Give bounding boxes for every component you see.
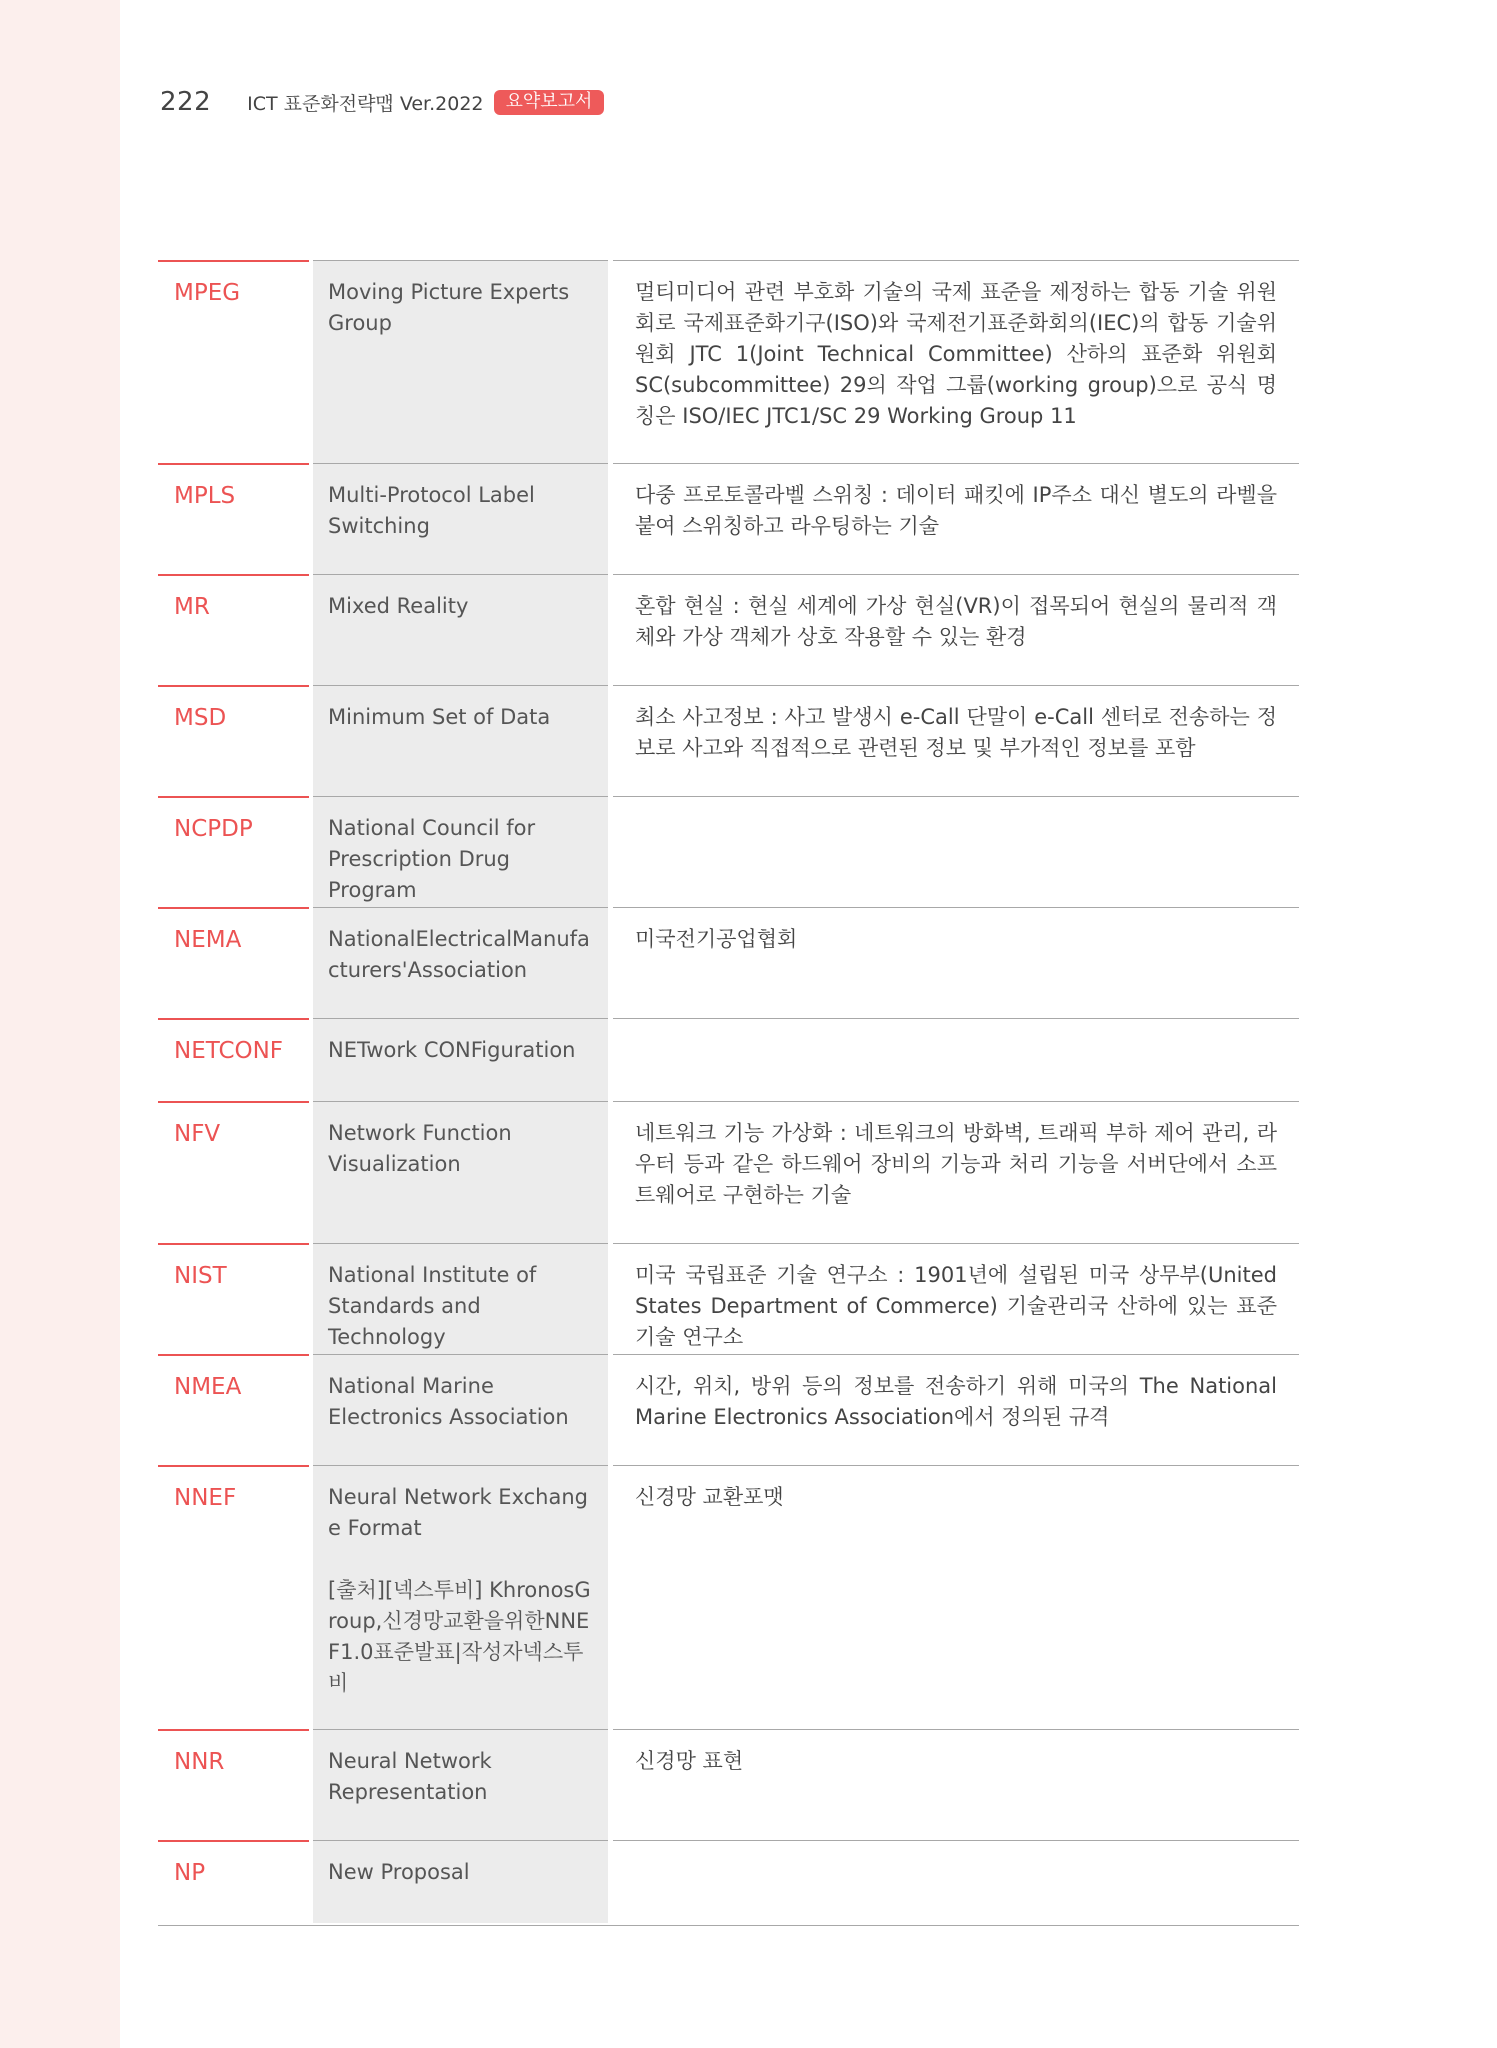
row-abbreviation: MPEG	[158, 260, 309, 463]
row-abbreviation: NCPDP	[158, 796, 309, 907]
row-description: 혼합 현실 : 현실 세계에 가상 현실(VR)이 접목되어 현실의 물리적 객체와 가상 객체가 상호 작용할 수 있는 환경	[613, 574, 1299, 685]
row-full-name: National Council for Prescription Drug Program	[313, 796, 608, 907]
row-full-name: National Institute of Standards and Technology	[313, 1243, 608, 1354]
row-description: 미국전기공업협회	[613, 907, 1299, 1018]
row-abbreviation: MPLS	[158, 463, 309, 574]
row-description: 시간, 위치, 방위 등의 정보를 전송하기 위해 미국의 The National Marine Electronics Association에서 정의된 규격	[613, 1354, 1299, 1465]
glossary-row	[158, 685, 1299, 796]
row-description: 최소 사고정보 : 사고 발생시 e-Call 단말이 e-Call 센터로 전송하는 정보로 사고와 직접적으로 관련된 정보 및 부가적인 정보를 포함	[613, 685, 1299, 796]
row-full-name: New Proposal	[313, 1840, 608, 1923]
glossary-row	[158, 260, 1299, 463]
row-description: 멀티미디어 관련 부호화 기술의 국제 표준을 제정하는 합동 기술 위원회로 국제표준화기구(ISO)와 국제전기표준화회의(IEC)의 합동 기술위원회 JTC 1(Joint Technical Committee) 산하의 표준화 위원회 SC(subcommittee) 29의 작업 그룹(working group)으로 공식 명칭은 ISO/IEC JTC1/SC 29 Working Group 11	[613, 260, 1299, 463]
row-description: 신경망 표현	[613, 1729, 1299, 1840]
glossary-row	[158, 796, 1299, 907]
row-full-name: Mixed Reality	[313, 574, 608, 685]
row-full-name: Neural Network Representation	[313, 1729, 608, 1840]
glossary-row	[158, 1018, 1299, 1101]
glossary-row	[158, 574, 1299, 685]
glossary-row	[158, 907, 1299, 1018]
glossary-row	[158, 1840, 1299, 1923]
page-header	[160, 84, 604, 120]
summary-report-badge: 요약보고서	[494, 90, 605, 115]
glossary-row	[158, 1101, 1299, 1243]
row-description	[613, 1840, 1299, 1923]
table-bottom-rule	[158, 1925, 1299, 1926]
row-full-name: NETwork CONFiguration	[313, 1018, 608, 1101]
glossary-row	[158, 1354, 1299, 1465]
row-abbreviation: NEMA	[158, 907, 309, 1018]
row-abbreviation: NNEF	[158, 1465, 309, 1729]
document-title: ICT 표준화전략맵 Ver.2022	[247, 92, 484, 115]
row-description: 다중 프로토콜라벨 스위칭 : 데이터 패킷에 IP주소 대신 별도의 라벨을 붙여 스위칭하고 라우팅하는 기술	[613, 463, 1299, 574]
row-abbreviation: NP	[158, 1840, 309, 1923]
row-full-name: Network Function Visualization	[313, 1101, 608, 1243]
row-abbreviation: NNR	[158, 1729, 309, 1840]
row-full-name: National Marine Electronics Association	[313, 1354, 608, 1465]
page-number: 222	[160, 87, 212, 117]
glossary-row	[158, 1243, 1299, 1354]
row-description: 미국 국립표준 기술 연구소 : 1901년에 설립된 미국 상무부(United States Department of Commerce) 기술관리국 산하에 있는 표준 기술 연구소	[613, 1243, 1299, 1354]
glossary-row	[158, 463, 1299, 574]
row-description: 신경망 교환포맷	[613, 1465, 1299, 1729]
row-abbreviation: MR	[158, 574, 309, 685]
row-abbreviation: NETCONF	[158, 1018, 309, 1101]
row-description	[613, 796, 1299, 907]
row-full-name: Moving Picture Experts Group	[313, 260, 608, 463]
row-full-name: Minimum Set of Data	[313, 685, 608, 796]
row-abbreviation: MSD	[158, 685, 309, 796]
glossary-row	[158, 1729, 1299, 1840]
row-full-name: NationalElectricalManufacturers'Association	[313, 907, 608, 1018]
row-description	[613, 1018, 1299, 1101]
row-description: 네트워크 기능 가상화 : 네트워크의 방화벽, 트래픽 부하 제어 관리, 라우터 등과 같은 하드웨어 장비의 기능과 처리 기능을 서버단에서 소프트웨어로 구현하는 기술	[613, 1101, 1299, 1243]
glossary-row	[158, 1465, 1299, 1729]
row-full-name: Multi-Protocol Label Switching	[313, 463, 608, 574]
row-abbreviation: NFV	[158, 1101, 309, 1243]
row-full-name: Neural Network Exchange Format [출처][넥스투비] KhronosGroup,신경망교환을위한NNEF1.0표준발표|작성자넥스투비	[313, 1465, 608, 1729]
row-abbreviation: NIST	[158, 1243, 309, 1354]
glossary-table	[158, 260, 1299, 1923]
page-margin-strip	[0, 0, 120, 2048]
row-abbreviation: NMEA	[158, 1354, 309, 1465]
